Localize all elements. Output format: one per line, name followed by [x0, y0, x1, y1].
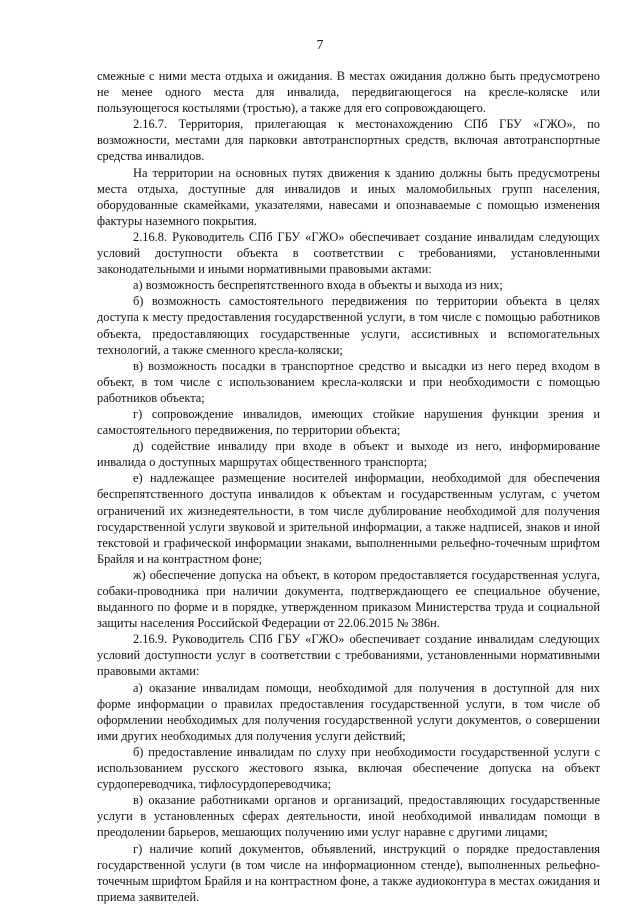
list-item-e: е) надлежащее размещение носителей информации, необходимой для обеспечения беспрепятственного доступа инвалидов к объектам и государственным услугам, с учетом ограничений их жизнедеятельности, в том числе дублирование необходимой для получения государственной услуги звуковой и зрительной информации, а также надписей, знаков и иной текстовой и графической информации знаками, выполненными рельефно-точечным шрифтом Брайля и на контрастном фоне; — [97, 471, 600, 566]
paragraph-continuation: смежные с ними места отдыха и ожидания. В местах ожидания должно быть предусмотрено не менее одного места для инвалида, передвигающегося на кресле-коляске или пользующегося костылями (тростью), а также для его сопровождающего. — [97, 69, 600, 116]
page-number: 7 — [316, 38, 324, 53]
list-item-b-2: б) предоставление инвалидам по слуху при необходимости государственной услуги с использованием русского жестового языка, включая обеспечение допуска на объект сурдопереводчика, тифлосурдопереводчика; — [97, 744, 600, 792]
paragraph-2-16-7: 2.16.7. Территория, прилегающая к местонахождению СПб ГБУ «ГЖО», по возможности, местами для парковки автотранспортных средств, включая автотранспортные средства инвалидов. — [97, 117, 600, 164]
page-body — [97, 68, 600, 905]
paragraph-2-16-8: 2.16.8. Руководитель СПб ГБУ «ГЖО» обеспечивает создание инвалидам следующих условий доступности объекта в соответствии с требованиями, установленными законодательными и иными нормативными правовыми актами: — [97, 229, 600, 277]
list-item-g: г) сопровождение инвалидов, имеющих стойкие нарушения функции зрения и самостоятельного передвижения, по территории объекта; — [97, 406, 600, 438]
list-item-d: д) содействие инвалиду при входе в объект и выходе из него, информирование инвалида о доступных маршрутах общественного транспорта; — [97, 439, 600, 470]
list-item-zh: ж) обеспечение допуска на объект, в котором предоставляется государственная услуга, собаки-проводника при наличии документа, подтверждающего ее специальное обучение, выданного по форме и в порядке, утвержденном приказом Министерства труда и социальной защиты населения Российской Федерации от 22.06.2015 № 386н. — [97, 567, 600, 631]
list-item-g-2: г) наличие копий документов, объявлений, инструкций о порядке предоставления государственной услуги (в том числе на информационном стенде), выполненных рельефно-точечным шрифтом Брайля и на контрастном фоне, а также аудиоконтура в местах ожидания и приема заявителей. — [97, 841, 600, 904]
list-item-v-2: в) оказание работниками органов и организаций, предоставляющих государственные услуги в установленных сферах деятельности, иной необходимой инвалидам помощи в преодолении барьеров, мешающих получению ими услуг наравне с другими лицами; — [97, 793, 600, 840]
paragraph-rest-places: На территории на основных путях движения к зданию должны быть предусмотрены места отдыха, доступные для инвалидов и иных маломобильных групп населения, оборудованные скамейками, указателями, навесами и опознаваемые с помощью изменения фактуры наземного покрытия. — [97, 165, 600, 228]
list-item-a: а) возможность беспрепятственного входа в объекты и выхода из них; — [133, 278, 503, 293]
list-item-v: в) возможность посадки в транспортное средство и высадки из него перед входом в объект, в том числе с использованием кресла-коляски и при необходимости с помощью работников объекта; — [97, 358, 600, 405]
paragraph-2-16-9: 2.16.9. Руководитель СПб ГБУ «ГЖО» обеспечивает создание инвалидам следующих условий доступности услуг в соответствии с требованиями, установленными нормативными правовыми актами: — [97, 632, 600, 679]
list-item-b: б) возможность самостоятельного передвижения по территории объекта в целях доступа к месту предоставления государственной услуги, в том числе с помощью работников объекта, предоставляющих государственные услуги, ассистивных и вспомогательных технологий, а также сменного кресла-коляски; — [97, 294, 600, 357]
list-item-a-2: а) оказание инвалидам помощи, необходимой для получения в доступной для них форме информации о правилах предоставления государственной услуги, в том числе об оформлении необходимых для получения государственной услуги документов, о совершении ими других необходимых для получения услуги действий; — [97, 680, 600, 743]
